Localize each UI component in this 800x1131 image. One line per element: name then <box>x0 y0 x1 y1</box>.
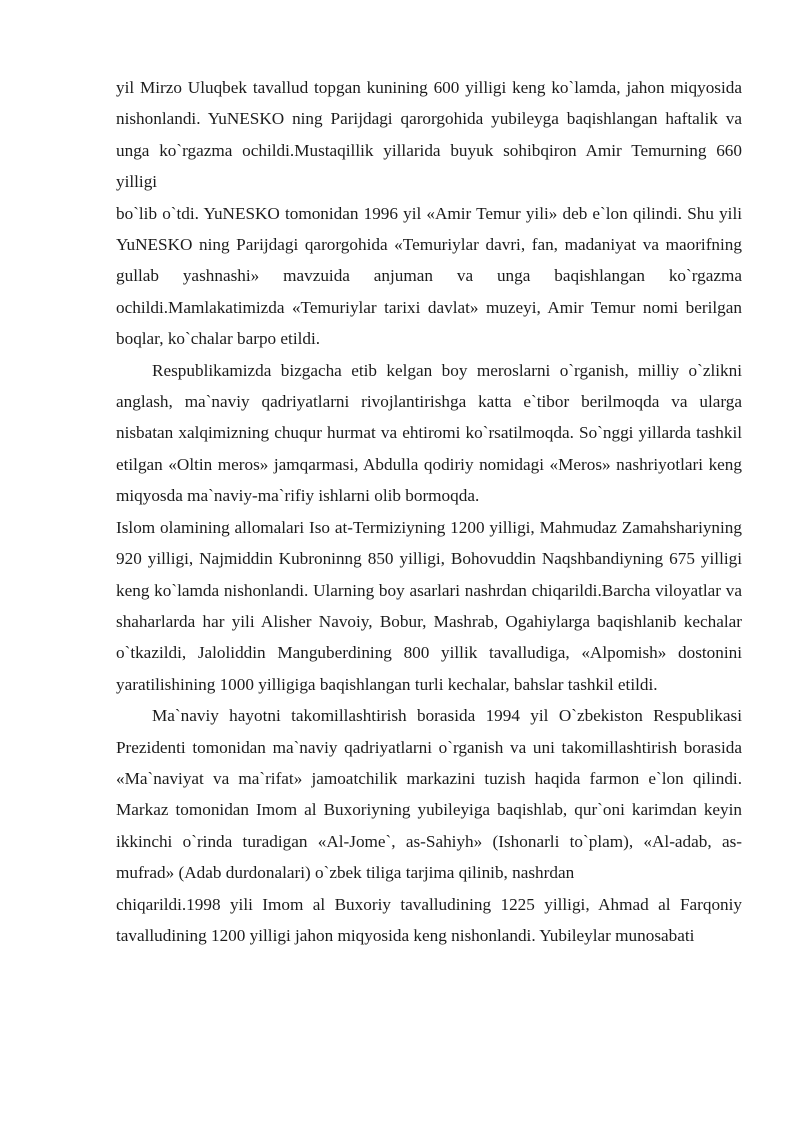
paragraph-2: bo`lib o`tdi. YuNESKO tomonidan 1996 yil «Amir Temur yili» deb e`lon qilindi. Shu yili YuNESKO ning Parijdagi qarorgohida «Temuriylar davri, fan, madaniyat va maorifning gullab yashnashi» mavzuida anjuman va unga baqishlangan ko`rgazma ochildi.Mamlakatimizda «Temuriylar tarixi davlat» muzeyi, Amir Temur nomi berilgan boqlar, ko`chalar barpo etildi. <box>116 203 742 349</box>
body-text <box>116 72 742 951</box>
paragraph-6: chiqarildi.1998 yili Imom al Buxoriy tavalludining 1225 yilligi, Ahmad al Farqoniy tavalludining 1200 yilligi jahon miqyosida keng nishonlandi. Yubileylar munosabati <box>116 894 742 945</box>
paragraph-3: Respublikamizda bizgacha etib kelgan boy meroslarni o`rganish, milliy o`zlikni anglash, ma`naviy qadriyatlarni rivojlantirishga katta e`tibor berilmoqda va ularga nisbatan xalqimizning chuqur hurmat va ehtiromi ko`rsatilmoqda. So`nggi yillarda tashkil etilgan «Oltin meros» jamqarmasi, Abdulla qodiriy nomidagi «Meros» nashriyotlari keng miqyosda ma`naviy-ma`rifiy ishlarni olib bormoqda. <box>116 360 742 506</box>
paragraph-1: yil Mirzo Uluqbek tavallud topgan kunining 600 yilligi keng ko`lamda, jahon miqyosida nishonlandi. YuNESKO ning Parijdagi qarorgohida yubileyga baqishlangan haftalik va unga ko`rgazma ochildi.Mustaqillik yillarida buyuk sohibqiron Amir Temurning 660 yilligi <box>116 78 742 192</box>
paragraph-5: Ma`naviy hayotni takomillashtirish borasida 1994 yil O`zbekiston Respublikasi Prezidenti tomonidan ma`naviy qadriyatlarni o`rganish va uni takomillashtirish borasida «Ma`naviyat va ma`rifat» jamoatchilik markazini tuzish haqida farmon e`lon qilindi. Markaz tomonidan Imom al Buxoriyning yubileyiga baqishlab, qur`oni karimdan keyin ikkinchi o`rinda turadigan «Al-Jome`, as-Sahiyh» (Ishonarli to`plam), «Al-adab, as-mufrad» (Adab durdonalari) o`zbek tiliga tarjima qilinib, nashrdan <box>116 706 742 883</box>
paragraph-4: Islom olamining allomalari Iso at-Termiziyning 1200 yilligi, Mahmudaz Zamahshariyning 920 yilligi, Najmiddin Kubroninng 850 yilligi, Bohovuddin Naqshbandiyning 675 yilligi keng ko`lamda nishonlandi. Ularning boy asarlari nashrdan chiqarildi.Barcha viloyatlar va shaharlarda har yili Alisher Navoiy, Bobur, Mashrab, Ogahiylarga baqishlanib kechalar o`tkazildi, Jaloliddin Manguberdining 800 yillik tavalludiga, «Alpomish» dostonini yaratilishining 1000 yilligiga baqishlangan turli kechalar, bahslar tashkil etildi. <box>116 517 742 694</box>
